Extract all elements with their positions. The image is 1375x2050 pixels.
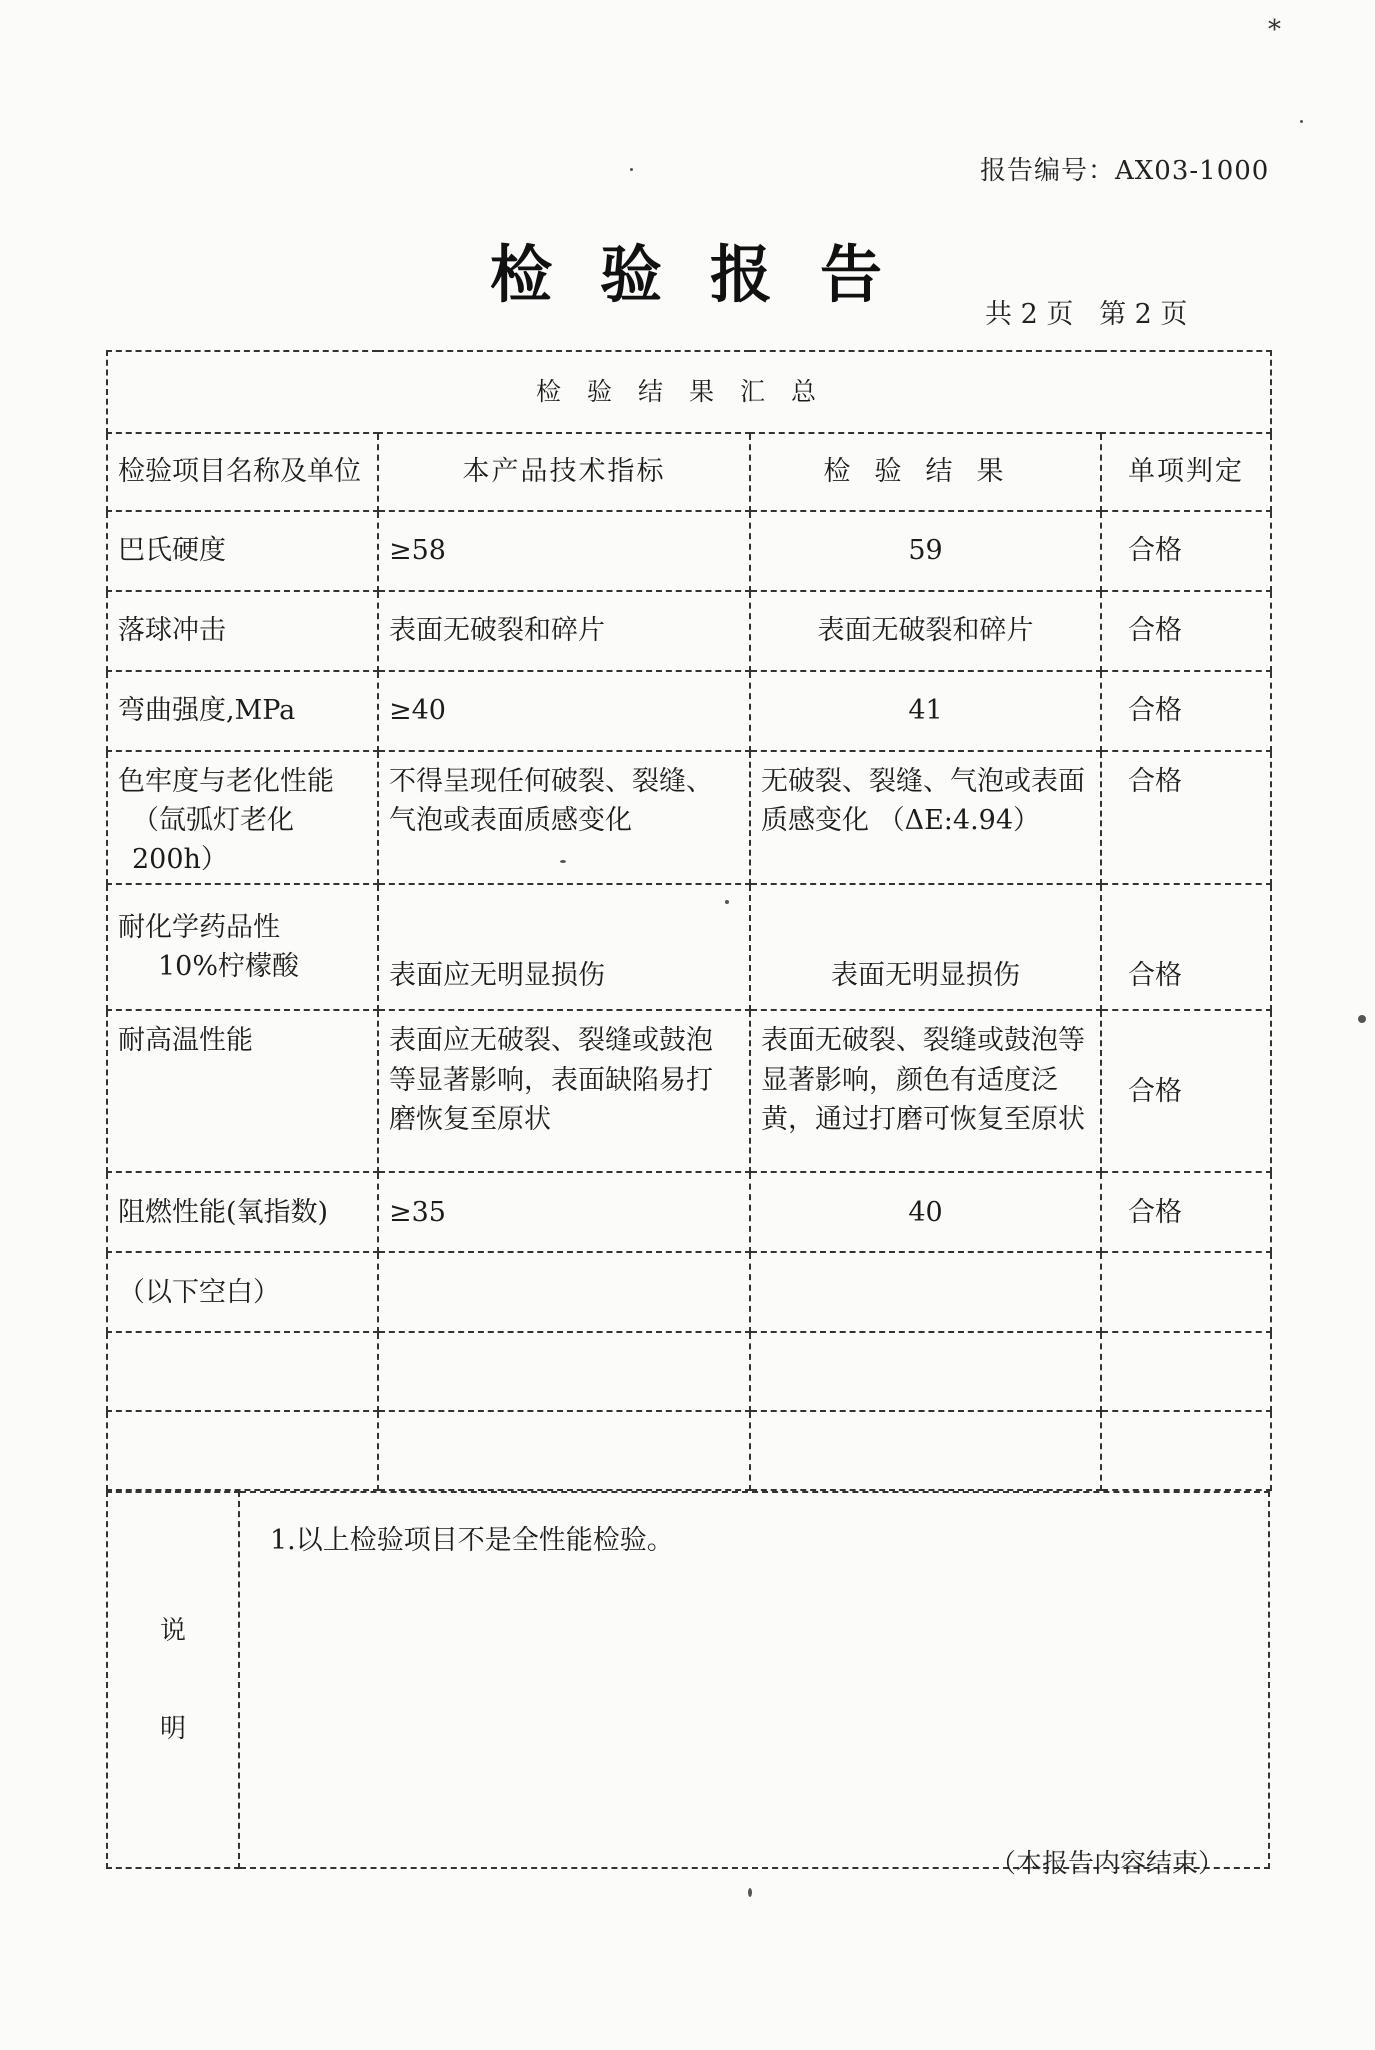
row-spec [378, 1252, 750, 1332]
summary-title-row [107, 351, 1271, 433]
scan-speck [630, 168, 633, 171]
scan-speck [725, 900, 729, 904]
row-item-note: 10%柠檬酸 [158, 951, 300, 983]
row-verdict: 合格 [1101, 1172, 1271, 1252]
empty-row [107, 1332, 1271, 1411]
row-verdict: 合格 [1101, 671, 1271, 751]
col-header-spec: 本产品技术指标 [378, 433, 750, 511]
row-spec: ≥40 [378, 671, 750, 751]
table-row [107, 591, 1271, 671]
remarks-row [107, 1492, 1269, 1868]
row-spec: ≥58 [378, 511, 750, 591]
row-verdict: 合格 [1101, 751, 1271, 884]
col-header-result: 检验结果 [750, 433, 1101, 511]
corner-mark: * [1268, 15, 1281, 45]
table-row [107, 751, 1271, 884]
row-spec: ≥35 [378, 1172, 750, 1252]
row-verdict: 合格 [1101, 884, 1271, 1010]
end-note: （本报告内容结束） [990, 1849, 1225, 1879]
remarks-text: 1.以上检验项目不是全性能检验。 [239, 1492, 1269, 1868]
row-item: 耐化学药品性 [118, 912, 280, 944]
empty-cell [750, 1411, 1101, 1490]
row-result: 表面无破裂和碎片 [750, 591, 1101, 671]
row-item-cell [107, 884, 378, 1010]
results-table-wrap [106, 350, 1270, 1869]
empty-cell [107, 1411, 378, 1490]
remarks-table [106, 1491, 1270, 1869]
page-count: 共 2 页 第 2 页 [985, 299, 1188, 330]
row-item: 落球冲击 [107, 591, 378, 671]
row-result: 40 [750, 1172, 1101, 1252]
row-spec: 表面应无破裂、裂缝或鼓泡等显著影响，表面缺陷易打磨恢复至原状 [378, 1010, 750, 1172]
col-header-item: 检验项目名称及单位 [107, 433, 378, 511]
empty-cell [750, 1332, 1101, 1411]
row-item: 阻燃性能(氧指数) [107, 1172, 378, 1252]
remarks-label [107, 1492, 239, 1868]
row-item: 耐高温性能 [107, 1010, 378, 1172]
row-item: （以下空白） [107, 1252, 378, 1332]
row-item-note: （氙弧灯老化200h） [132, 805, 294, 876]
row-result: 41 [750, 671, 1101, 751]
row-item-cell [107, 751, 378, 884]
empty-cell [107, 1332, 378, 1411]
table-row [107, 671, 1271, 751]
row-spec: 不得呈现任何破裂、裂缝、气泡或表面质感变化 [378, 751, 750, 884]
row-verdict: 合格 [1101, 591, 1271, 671]
empty-cell [1101, 1332, 1271, 1411]
col-header-verdict: 单项判定 [1101, 433, 1271, 511]
scan-speck [1358, 1015, 1366, 1023]
report-number-value: AX03-1000 [1115, 156, 1270, 186]
row-verdict: 合格 [1101, 511, 1271, 591]
scan-speck [1300, 120, 1303, 123]
report-number [980, 150, 1269, 187]
remarks-label-char-2: 明 [159, 1714, 186, 1745]
row-item: 巴氏硬度 [107, 511, 378, 591]
row-result [750, 1252, 1101, 1332]
table-row [107, 1252, 1271, 1332]
table-row [107, 511, 1271, 591]
row-verdict: 合格 [1101, 1010, 1271, 1172]
row-spec: 表面应无明显损伤 [378, 884, 750, 1010]
scan-speck [560, 860, 566, 863]
empty-cell [378, 1332, 750, 1411]
row-result: 无破裂、裂缝、气泡或表面质感变化 （ΔE:4.94） [750, 751, 1101, 884]
table-row [107, 1172, 1271, 1252]
table-row [107, 884, 1271, 1010]
remarks-label-char-1: 说 [159, 1615, 186, 1646]
report-title: 检验报告 [490, 238, 931, 311]
row-result: 表面无明显损伤 [750, 884, 1101, 1010]
row-verdict [1101, 1252, 1271, 1332]
summary-title: 检验结果汇总 [107, 351, 1271, 433]
row-item: 色牢度与老化性能 [118, 766, 334, 797]
results-table [106, 350, 1272, 1491]
column-header-row [107, 433, 1271, 511]
row-result: 59 [750, 511, 1101, 591]
row-item: 弯曲强度,MPa [107, 671, 378, 751]
empty-row [107, 1411, 1271, 1490]
empty-cell [1101, 1411, 1271, 1490]
report-number-label: 报告编号： [980, 156, 1116, 186]
empty-cell [378, 1411, 750, 1490]
scan-speck [748, 1888, 752, 1897]
row-spec: 表面无破裂和碎片 [378, 591, 750, 671]
table-row [107, 1010, 1271, 1172]
row-result: 表面无破裂、裂缝或鼓泡等显著影响，颜色有适度泛黄，通过打磨可恢复至原状 [750, 1010, 1101, 1172]
